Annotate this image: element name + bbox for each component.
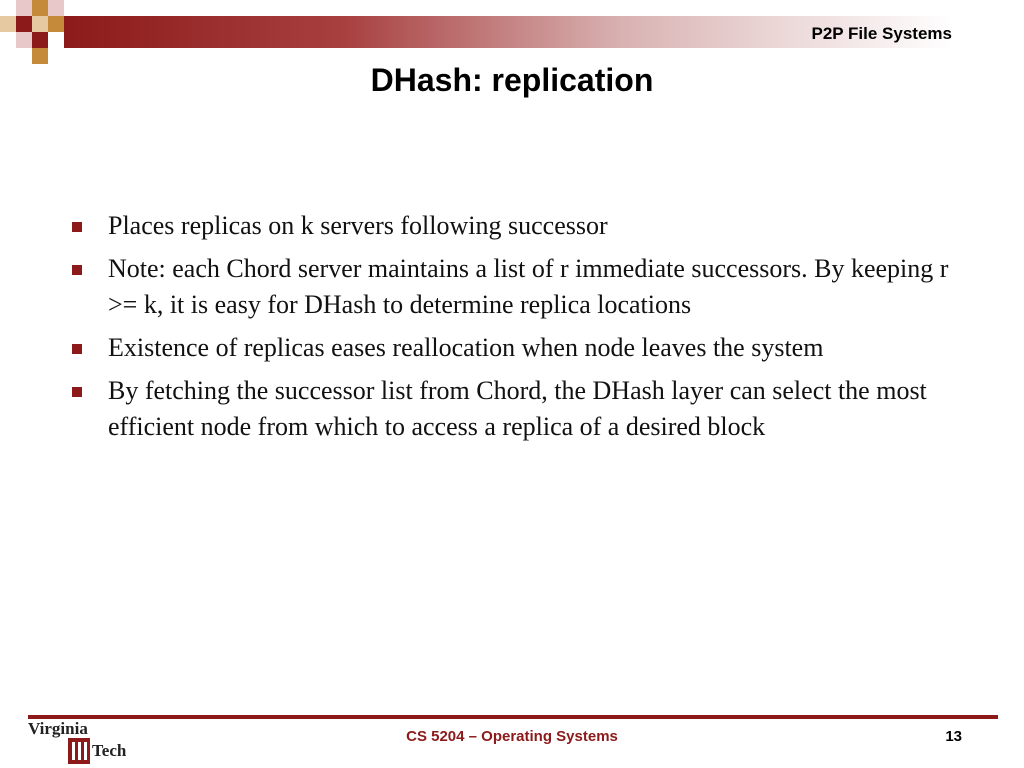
bullet-item — [72, 373, 962, 445]
bullet-item — [72, 251, 962, 323]
bullet-item — [72, 208, 962, 244]
square-bullet-icon — [72, 265, 82, 275]
svg-text:Tech: Tech — [92, 741, 127, 760]
square-bullet-icon — [72, 222, 82, 232]
decor-square — [48, 16, 64, 32]
decor-square — [32, 32, 48, 48]
slide-title: DHash: replication — [370, 62, 654, 98]
bullet-item — [72, 330, 962, 366]
bullet-text: Existence of replicas eases reallocation when node leaves the system — [108, 333, 824, 362]
decor-square — [48, 0, 64, 16]
bullet-text: Places replicas on k servers following successor — [108, 211, 608, 240]
bullet-list — [72, 208, 962, 452]
bullet-text: By fetching the successor list from Chord, the DHash layer can select the most efficient node from which to access a replica of a desired block — [108, 376, 927, 441]
decor-square — [32, 0, 48, 16]
footer-course-title: CS 5204 – Operating Systems — [406, 728, 618, 745]
svg-text:Virginia: Virginia — [28, 719, 88, 738]
page-number: 13 — [945, 728, 962, 745]
bullet-text: Note: each Chord server maintains a list of r immediate successors. By keeping r >= k, it is easy for DHash to determine replica locations — [108, 254, 949, 319]
decor-square — [0, 16, 16, 32]
header-title: P2P File Systems — [811, 24, 952, 43]
decor-square — [16, 0, 32, 16]
decor-square — [16, 16, 32, 32]
footer-divider — [28, 715, 998, 719]
decor-square — [16, 32, 32, 48]
square-bullet-icon — [72, 344, 82, 354]
square-bullet-icon — [72, 387, 82, 397]
decor-square — [32, 16, 48, 32]
